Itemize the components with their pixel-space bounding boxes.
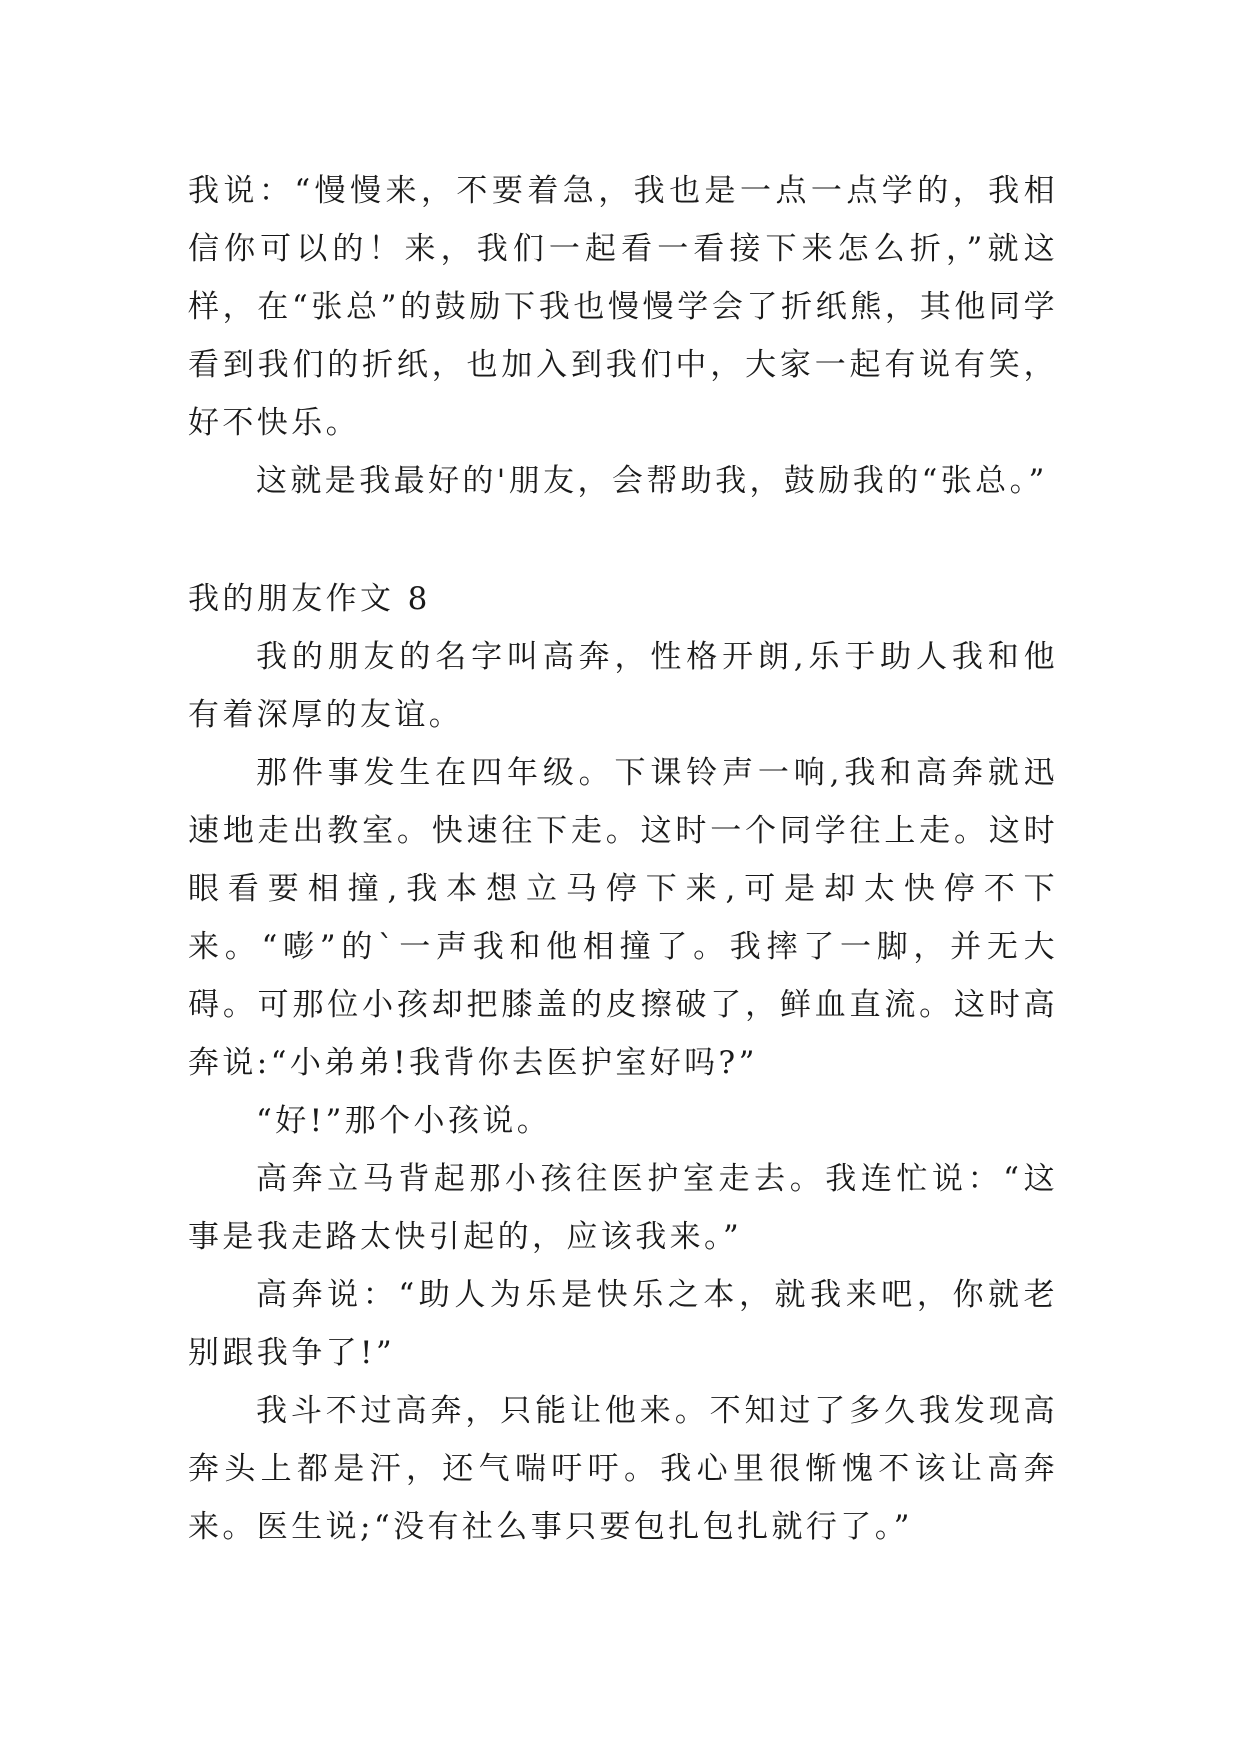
paragraph: 我的朋友的名字叫高奔，性格开朗,乐于助人我和他有着深厚的友谊。 xyxy=(188,639,1058,733)
paragraph: 高奔立马背起那小孩往医护室走去。我连忙说：“这事是我走路太快引起的，应该我来。” xyxy=(188,1161,1058,1255)
paragraph: “好!”那个小孩说。 xyxy=(256,1103,552,1139)
paragraph: 这就是我最好的'朋友，会帮助我，鼓励我的“张总。” xyxy=(256,463,1048,499)
paragraph: 高奔说：“助人为乐是快乐之本，就我来吧，你就老别跟我争了!” xyxy=(188,1277,1058,1371)
paragraph: 我说：“慢慢来，不要着急，我也是一点一点学的，我相信你可以的！来，我们一起看一看接下来怎么折，”就这样，在“张总”的鼓励下我也慢慢学会了折纸熊，其他同学看到我们的折纸，也加入到我们中，大家一起有说有笑，好不快乐。 xyxy=(188,173,1058,441)
section-title: 我的朋友作文 8 xyxy=(188,581,431,617)
paragraph: 那件事发生在四年级。下课铃声一响,我和高奔就迅速地走出教室。快速往下走。这时一个同学往上走。这时眼看要相撞,我本想立马停下来,可是却太快停不下来。“嘭”的`一声我和他相撞了。我摔了一脚，并无大碍。可那位小孩却把膝盖的皮擦破了，鲜血直流。这时高奔说:“小弟弟!我背你去医护室好吗?” xyxy=(188,755,1058,1081)
document-body xyxy=(188,162,1058,1556)
paragraph: 我斗不过高奔，只能让他来。不知过了多久我发现高奔头上都是汗，还气喘吁吁。我心里很惭愧不该让高奔来。医生说;“没有社么事只要包扎包扎就行了。” xyxy=(188,1393,1058,1545)
